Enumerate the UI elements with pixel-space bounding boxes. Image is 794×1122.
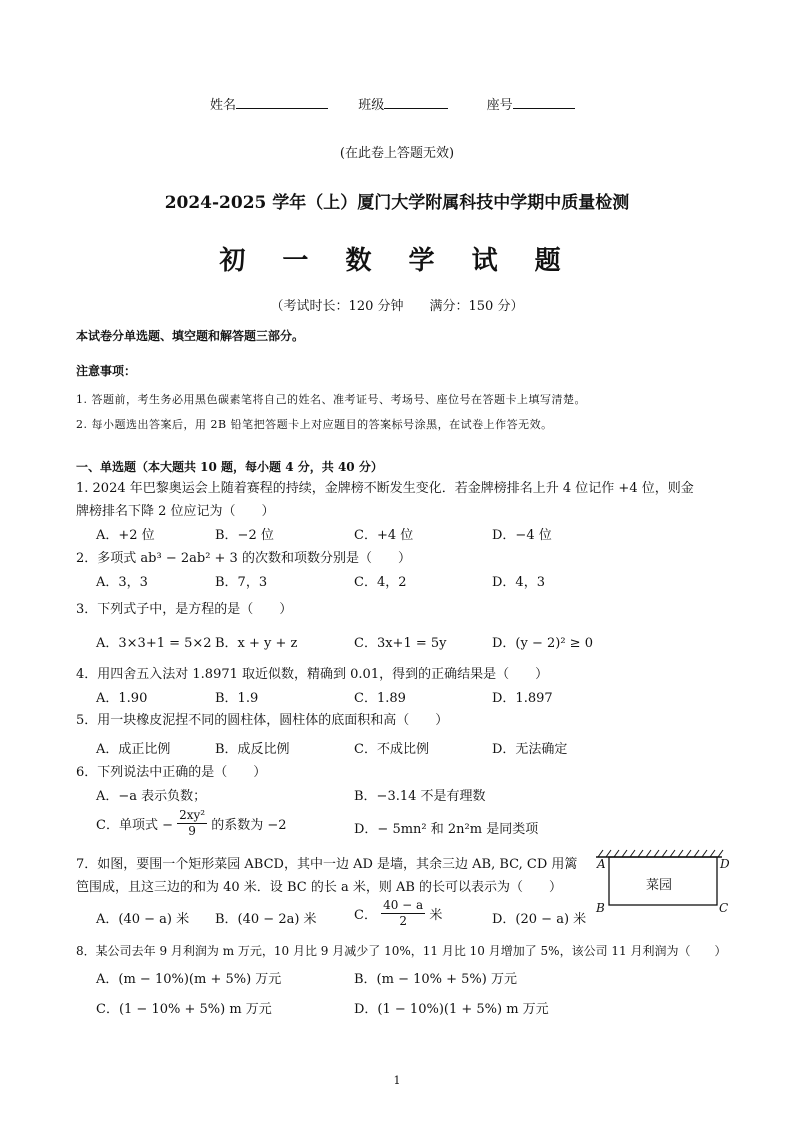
q5-stem: 5．用一块橡皮泥捏不同的圆柱体，圆柱体的底面积和高（ ）	[76, 713, 449, 728]
q7-line2: 笆围成，且这三边的和为 40 米．设 BC 的长 a 米，则 AB 的长可以表示为（ ）	[76, 880, 563, 895]
q4-option-d: D．1.897	[492, 691, 553, 706]
exam-title: 2024-2025 学年（上）厦门大学附属科技中学期中质量检测	[164, 193, 630, 213]
q5-option-b: B．成反比例	[215, 742, 290, 757]
q6-c-denominator: 9	[188, 824, 196, 838]
q4-option-c: C．1.89	[354, 691, 406, 706]
name-blank	[236, 95, 328, 109]
q2-stem: 2．多项式 ab³ − 2ab² + 3 的次数和项数分别是（ ）	[76, 551, 411, 566]
q1-option-a: A．+2 位	[96, 528, 155, 543]
q7-c-denominator: 2	[399, 914, 407, 928]
q6-c-numerator: 2xy²	[179, 808, 206, 822]
class-blank	[384, 95, 448, 109]
q4-option-b: B．1.9	[215, 691, 259, 706]
label-b: B	[596, 901, 605, 915]
q2-option-d: D．4，3	[492, 575, 545, 590]
q7-option-d: D．(20 − a) 米	[492, 912, 587, 927]
q5-option-c: C．不成比例	[354, 742, 429, 757]
name-label: 姓名	[210, 98, 237, 113]
q6-option-d: D．− 5mn² 和 2n²m 是同类项	[354, 822, 539, 837]
q1-line2: 牌榜排名下降 2 位应记为（ ）	[76, 504, 275, 519]
q7-c-label: C．	[354, 908, 377, 923]
q1-option-b: B．−2 位	[215, 528, 274, 543]
note-2: 2. 每小题选出答案后，用 2B 铅笔把答题卡上对应题目的答案标号涂黑，在试卷上作答无效。	[76, 418, 553, 431]
page-number: 1	[393, 1074, 401, 1087]
q6-option-c	[96, 808, 287, 848]
q8-option-a: A．(m − 10%)(m + 5%) 万元	[96, 972, 282, 987]
label-a: A	[597, 857, 606, 871]
q1-line1: 1. 2024 年巴黎奥运会上随着赛程的持续，金牌榜不断发生变化．若金牌榜排名上升 4 位记作 +4 位，则金	[76, 481, 694, 496]
subject-title: 初 一 数 学 试 题	[219, 246, 575, 276]
seat-label: 座号	[486, 98, 513, 113]
notes-heading: 注意事项：	[76, 364, 137, 378]
q6-c-fraction	[177, 808, 207, 839]
q2-option-a: A．3，3	[96, 575, 148, 590]
wall-hatching	[598, 850, 723, 857]
q2-option-b: B．7，3	[215, 575, 268, 590]
q8-stem: 8．某公司去年 9 月利润为 m 万元，10 月比 9 月减少了 10%，11 月比 10 月增加了 5%，该公司 11 月利润为（ ）	[76, 944, 727, 958]
q7-option-b: B．(40 − 2a) 米	[215, 912, 317, 927]
invalid-note: (在此卷上答题无效)	[339, 146, 455, 161]
q2-option-c: C．4，2	[354, 575, 407, 590]
q6-c-suffix: 的系数为 −2	[211, 818, 287, 833]
parts-note: 本试卷分单选题、填空题和解答题三部分。	[76, 329, 305, 343]
class-label: 班级	[358, 98, 385, 113]
q7-option-a: A．(40 − a) 米	[96, 912, 190, 927]
q8-option-c: C．(1 − 10% + 5%) m 万元	[96, 1002, 272, 1017]
label-c: C	[719, 901, 729, 915]
garden-label: 菜园	[646, 878, 673, 893]
q6-c-prefix: C．单项式 −	[96, 818, 173, 833]
q3-stem: 3．下列式子中，是方程的是（ ）	[76, 602, 293, 617]
q7-c-numerator: 40 − a	[383, 898, 424, 912]
garden-figure	[592, 847, 742, 925]
q7-option-c	[354, 898, 442, 938]
q5-option-d: D．无法确定	[492, 742, 568, 757]
section-1-heading: 一、单选题（本大题共 10 题，每小题 4 分，共 40 分）	[76, 460, 383, 474]
q8-option-d: D．(1 − 10%)(1 + 5%) m 万元	[354, 1002, 549, 1017]
q1-option-c: C．+4 位	[354, 528, 414, 543]
q7-line1: 7．如图，要围一个矩形菜园 ABCD，其中一边 AD 是墙，其余三边 AB, BC, CD 用篱	[76, 857, 578, 872]
q4-stem: 4．用四舍五入法对 1.8971 取近似数，精确到 0.01，得到的正确结果是（ ）	[76, 667, 549, 682]
time-info: （考试时长：120 分钟 满分：150 分）	[270, 299, 524, 314]
q6-option-b: B．−3.14 不是有理数	[354, 789, 486, 804]
note-1: 1. 答题前，考生务必用黑色碳素笔将自己的姓名、准考证号、考场号、座位号在答题卡上填写清楚。	[76, 393, 586, 406]
q3-option-c: C．3x+1 = 5y	[354, 636, 447, 651]
q7-c-fraction	[381, 898, 425, 929]
q5-option-a: A．成正比例	[96, 742, 171, 757]
q3-option-d: D．(y − 2)² ≥ 0	[492, 636, 593, 651]
q8-option-b: B．(m − 10% + 5%) 万元	[354, 972, 517, 987]
seat-blank	[513, 95, 575, 109]
q3-option-b: B．x + y + z	[215, 636, 298, 651]
label-d: D	[720, 857, 730, 871]
q1-option-d: D．−4 位	[492, 528, 552, 543]
q7-c-suffix: 米	[429, 908, 443, 923]
q6-stem: 6．下列说法中正确的是（ ）	[76, 765, 267, 780]
q6-option-a: A．−a 表示负数；	[96, 789, 207, 804]
q3-option-a: A．3×3+1 = 5×2	[96, 636, 212, 651]
q4-option-a: A．1.90	[96, 691, 148, 706]
student-info-line	[210, 94, 575, 113]
